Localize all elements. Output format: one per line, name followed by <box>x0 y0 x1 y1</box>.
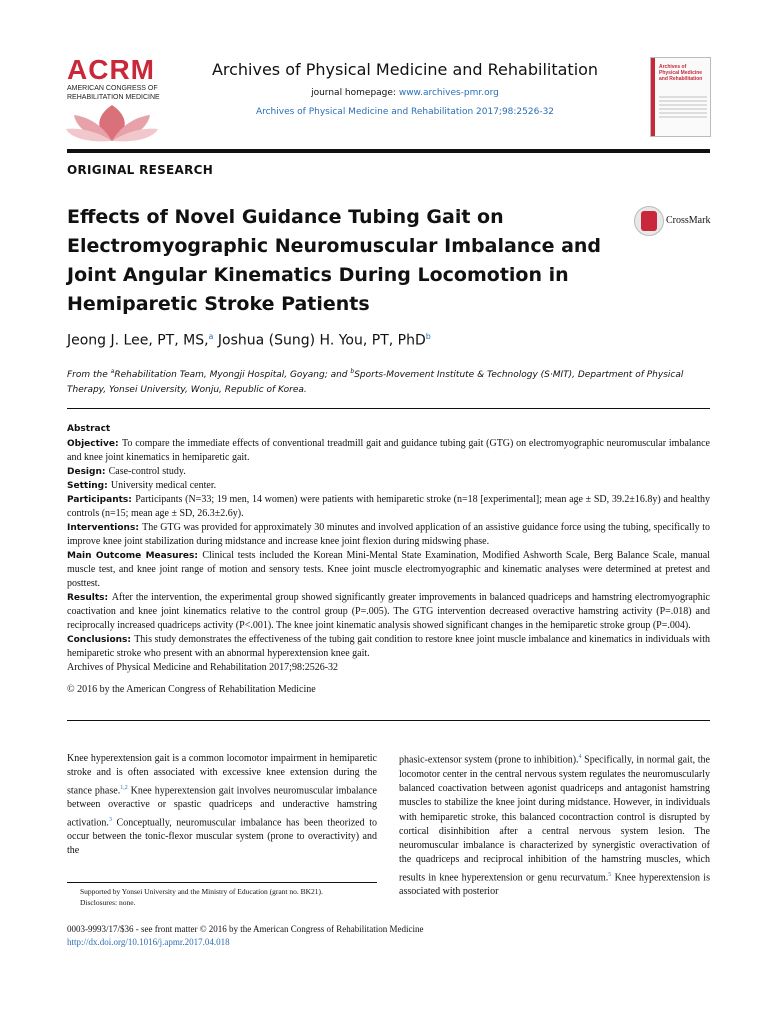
logo-sub-line2: REHABILITATION MEDICINE <box>67 94 160 101</box>
acrm-logo-text: ACRM <box>67 54 155 85</box>
reference-link[interactable]: 1,2 <box>120 784 128 791</box>
body-right-text-3: Knee hyperextension is associated with posterior <box>399 872 710 898</box>
journal-homepage <box>160 88 650 98</box>
homepage-label: journal homepage: <box>311 88 399 98</box>
section-label: ORIGINAL RESEARCH <box>67 163 214 177</box>
footnote-disclosures: Disclosures: none. <box>80 898 136 907</box>
homepage-link[interactable]: www.archives-pmr.org <box>398 88 499 98</box>
reference-link[interactable]: 5 <box>608 871 612 878</box>
lotus-logo-icon <box>66 103 158 143</box>
abstract-outcomes <box>67 549 710 591</box>
abstract-results <box>67 591 710 633</box>
author-1: Jeong J. Lee, PT, MS, <box>67 332 209 349</box>
crossmark-label: CrossMark <box>666 215 711 226</box>
affil-a: Rehabilitation Team, Myongji Hospital, Goyang; and <box>114 370 351 380</box>
author-list <box>67 332 431 349</box>
affiliations <box>67 364 712 398</box>
doi-link[interactable]: http://dx.doi.org/10.1016/j.apmr.2017.04.018 <box>67 937 230 947</box>
author-2-affil-link[interactable]: b <box>425 332 431 341</box>
body-column-right <box>399 750 710 900</box>
body-left-text-2: Knee hyperextension gait involves neuromuscular imbalance between overactive or spastic quadriceps and underactive hamstring activation. <box>67 784 377 828</box>
abstract-heading: Abstract <box>67 424 111 434</box>
abstract-participants <box>67 493 710 521</box>
body-right-text-1: phasic-extensor system (prone to inhibition). <box>399 754 579 766</box>
design-text: Case-control study. <box>108 466 186 477</box>
results-text: After the intervention, the experimental group showed significantly greater improvements in balanced quadriceps and hamstring electromyographic coactivation and knee joint kinematics relative to the control group (P=.005). The GTG intervention decreased overactive hamstring activity (P=.018) and reciprocally increased quadriceps activity (P<.001). The knee joint kinematic analysis showed significant changes in the hemiparetic stroke group (P=.004). <box>67 592 710 631</box>
footnote-rule <box>67 882 377 883</box>
body-left-text-1: Knee hyperextension gait is a common locomotor impairment in hemiparetic stroke and is often associated with excessive knee extension during the stance phase. <box>67 753 377 796</box>
abstract-interventions <box>67 521 710 549</box>
abstract <box>67 422 710 697</box>
reference-link[interactable]: 3 <box>108 816 112 823</box>
participants-text: Participants (N=33; 19 men, 14 women) were patients with hemiparetic stroke (n=18 [experimental]; mean age ± SD, 39.2±16.8y) and healthy controls (n=15; mean age ± SD, 26.3±2.6y). <box>67 494 710 519</box>
body-left-text-3: Conceptually, neuromuscular imbalance has been theorized to occur between the tonic-flexor muscular system (prone to overactivity) and the <box>67 816 377 857</box>
abstract-setting <box>67 479 710 493</box>
body-column-left <box>67 752 377 859</box>
header-rule <box>67 149 710 153</box>
objective-text: To compare the immediate effects of conventional treadmill gait and guidance tubing gait (GTG) on electromyographic neuromuscular imbalance and knee joint kinematics in hemiparetic gait. <box>67 438 710 463</box>
journal-cover-thumbnail <box>650 57 711 137</box>
objective-label: Objective: <box>67 439 122 449</box>
setting-text: University medical center. <box>110 480 217 491</box>
crossmark-icon <box>634 206 664 236</box>
footer-issn: 0003-9993/17/$36 - see front matter © 2016 by the American Congress of Rehabilitation Medicine <box>67 924 424 934</box>
results-label: Results: <box>67 593 112 603</box>
acrm-logo-subtitle <box>67 84 162 102</box>
interventions-text: The GTG was provided for approximately 30 minutes and involved application of an assistive guidance force using the tubing, specifically to improve knee joint stabilization during midstance and increase knee joint flexion during midswing phase. <box>67 522 711 547</box>
page-footer <box>67 923 424 949</box>
affil-b-sup: b <box>350 368 355 375</box>
journal-title: Archives of Physical Medicine and Rehabilitation <box>211 60 599 79</box>
author-2: Joshua (Sung) H. You, PT, PhD <box>213 332 426 349</box>
abstract-objective <box>67 437 710 465</box>
affil-prefix: From the <box>67 370 111 380</box>
article-title: Effects of Novel Guidance Tubing Gait on Electromyographic Neuromuscular Imbalance and Joint Angular Kinematics During Locomotion in Hemiparetic Stroke Patients <box>67 206 602 315</box>
outcomes-label: Main Outcome Measures: <box>67 551 203 561</box>
abstract-conclusions <box>67 633 710 661</box>
interventions-label: Interventions: <box>67 523 143 533</box>
setting-label: Setting: <box>67 481 111 491</box>
cover-title-line1: Archives of <box>659 64 687 70</box>
conclusions-text: This study demonstrates the effectiveness of the tubing gait condition to restore knee joint muscle imbalance and kinematics in individuals with hemiparetic stroke who present with an abnormal hyperextension knee gait. <box>67 634 710 659</box>
cover-text-lines <box>659 96 707 118</box>
affil-a-sup: a <box>110 368 115 375</box>
abstract-copyright: © 2016 by the American Congress of Rehabilitation Medicine <box>67 684 316 695</box>
footnote-funding: Supported by Yonsei University and the Ministry of Education (grant no. BK21). <box>80 887 323 896</box>
divider <box>67 408 710 409</box>
cover-title <box>659 64 707 120</box>
body-right-text-2: Specifically, in normal gait, the locomotor center in the central nervous system regulates the neuromuscularly balanced coactivation between agonist quadriceps and antagonist hamstring muscles to stabilize the knee joint during midstance. However, in individuals with hemiparetic stroke, this balanced cocontraction control is disrupted by cortical disinhibition after a central nervous system lesion. The neuromuscular imbalance is characterized by synergistic overactivation of the quadriceps and reciprocal inhibition of the hamstring muscles, which results in knee hyperextension or genu recurvatum. <box>399 754 710 884</box>
design-label: Design: <box>67 467 109 477</box>
participants-label: Participants: <box>67 495 136 505</box>
cover-title-line2: Physical Medicine <box>659 70 703 76</box>
divider <box>67 720 710 721</box>
cover-title-line3: and Rehabilitation <box>659 76 703 82</box>
abstract-citation: Archives of Physical Medicine and Rehabilitation 2017;98:2526-32 <box>67 662 339 673</box>
crossmark-button[interactable] <box>634 206 714 238</box>
cover-stripe <box>651 58 655 136</box>
conclusions-label: Conclusions: <box>67 635 135 645</box>
affil-b: Sports-Movement Institute & Technology (S·MIT), Department of Physical Therapy, Yonsei University, Wonju, Republic of Korea. <box>67 370 684 395</box>
logo-sub-line1: AMERICAN CONGRESS OF <box>67 85 158 92</box>
journal-citation-link[interactable]: Archives of Physical Medicine and Rehabilitation 2017;98:2526-32 <box>255 107 555 117</box>
reference-link[interactable]: 4 <box>578 754 582 760</box>
author-1-affil-link[interactable]: a <box>208 332 214 341</box>
outcomes-text: Clinical tests included the Korean Mini-Mental State Examination, Modified Ashworth Scale, Berg Balance Scale, manual muscle test, and knee joint range of motion and sensory tests. Knee joint muscle electromyographic and kinematic analyses were determined at pretest and posttest. <box>67 550 711 589</box>
abstract-design <box>67 465 710 479</box>
footnote <box>80 886 380 908</box>
